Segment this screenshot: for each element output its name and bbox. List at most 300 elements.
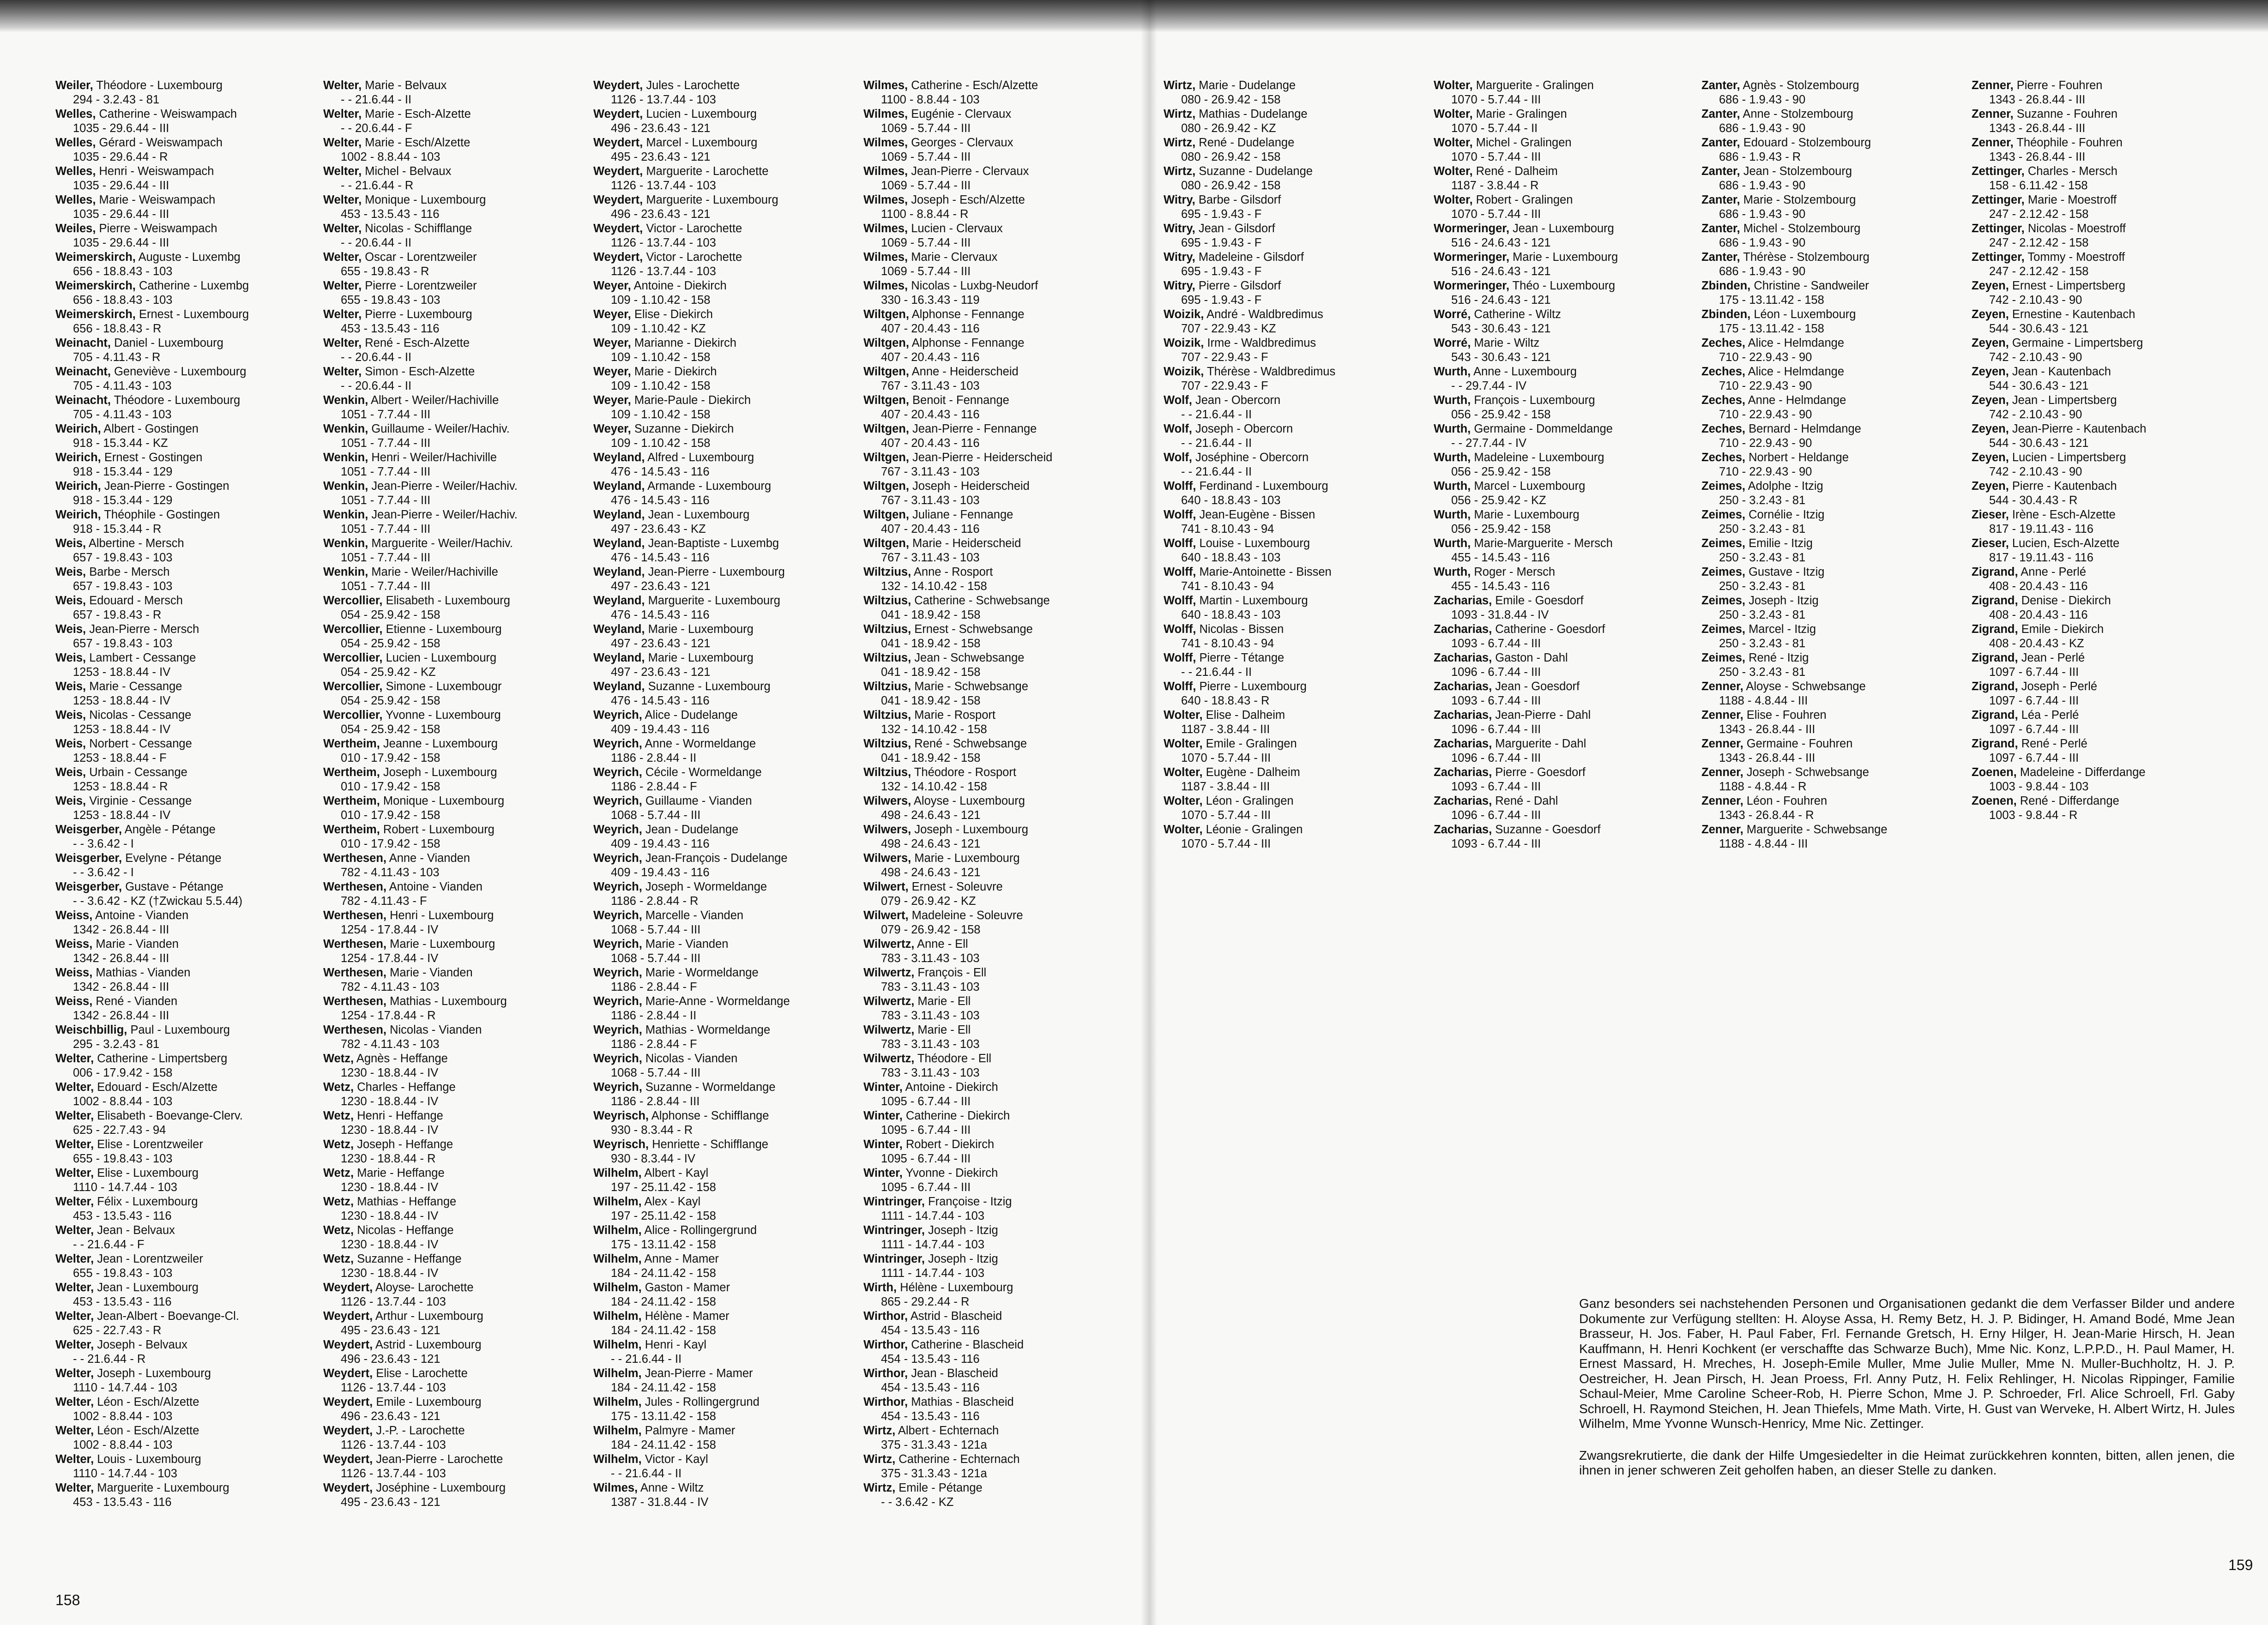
entry-name-line xyxy=(1434,307,1701,322)
register-entry xyxy=(55,565,323,594)
entry-given-name-place: Henri - Weiler/Hachiville xyxy=(371,451,497,464)
entry-surname: Weyrich, xyxy=(593,938,642,951)
entry-surname: Zeimes, xyxy=(1701,566,1745,578)
entry-name-line xyxy=(55,1052,323,1066)
entry-given-name-place: Edouard - Mersch xyxy=(89,594,183,607)
entry-given-name-place: Michel - Stolzembourg xyxy=(1743,222,1861,235)
entry-surname: Winter, xyxy=(863,1138,903,1151)
register-entry xyxy=(323,222,593,250)
entry-surname: Weyer, xyxy=(593,308,631,321)
entry-record: 1343 - 26.8.44 - R xyxy=(1719,809,1814,822)
entry-record: 250 - 3.2.43 - 81 xyxy=(1719,608,1806,621)
entry-name-line xyxy=(593,1452,863,1467)
entry-given-name-place: Jean - Kautenbach xyxy=(2012,365,2111,378)
entry-surname: Zieser, xyxy=(1972,537,2009,550)
entry-name-line xyxy=(593,136,863,150)
register-entry xyxy=(1701,737,1972,765)
register-entry xyxy=(593,279,863,307)
register-entry xyxy=(1434,107,1701,136)
entry-given-name-place: Léon - Esch/Alzette xyxy=(97,1424,199,1437)
entry-given-name-place: Lucien - Luxembourg xyxy=(646,108,757,120)
register-entry xyxy=(863,851,1122,880)
entry-surname: Wintringer, xyxy=(863,1252,925,1265)
entry-name-line xyxy=(1701,536,1972,551)
register-entry xyxy=(863,737,1122,765)
register-entry xyxy=(55,393,323,422)
entry-name-line xyxy=(55,565,323,579)
entry-given-name-place: Léon - Esch/Alzette xyxy=(97,1396,199,1408)
entry-record: - - 21.6.44 - II xyxy=(611,1467,682,1480)
entry-record: 656 - 18.8.43 - 103 xyxy=(73,294,173,307)
entry-name-line xyxy=(863,222,1122,236)
entry-name-line xyxy=(55,937,323,951)
entry-name-line xyxy=(323,193,593,207)
register-entry xyxy=(863,479,1122,508)
register-entry xyxy=(55,794,323,823)
entry-record: 175 - 13.11.42 - 158 xyxy=(1719,294,1824,307)
entry-surname: Weirich, xyxy=(55,422,101,435)
register-entry xyxy=(593,851,863,880)
entry-surname: Welter, xyxy=(55,1424,94,1437)
entry-surname: Weyrich, xyxy=(593,1081,642,1094)
register-entry xyxy=(1164,794,1434,823)
entry-name-line xyxy=(593,1080,863,1095)
entry-name-line xyxy=(323,937,593,951)
entry-name-line xyxy=(323,479,593,494)
entry-name-line xyxy=(593,536,863,551)
entry-name-line xyxy=(863,193,1122,207)
register-entry xyxy=(1972,136,2212,164)
entry-name-line xyxy=(863,336,1122,350)
register-entry xyxy=(323,1395,593,1424)
entry-name-line xyxy=(1164,594,1434,608)
register-entry xyxy=(1434,365,1701,393)
entry-surname: Zacharias, xyxy=(1434,594,1492,607)
entry-record: 1051 - 7.7.44 - III xyxy=(341,523,431,536)
entry-surname: Wetz, xyxy=(323,1167,354,1180)
entry-surname: Winter, xyxy=(863,1081,903,1094)
entry-record: 1096 - 6.7.44 - III xyxy=(1451,666,1541,679)
entry-given-name-place: René - Perlé xyxy=(2021,737,2087,750)
entry-name-line xyxy=(55,680,323,694)
register-entry xyxy=(55,1252,323,1281)
entry-name-line xyxy=(863,966,1122,980)
entry-given-name-place: Jean - Luxembourg xyxy=(97,1281,199,1294)
entry-record: 295 - 3.2.43 - 81 xyxy=(73,1038,160,1051)
entry-name-line xyxy=(863,909,1122,923)
entry-given-name-place: Guillaume - Weiler/Hachiv. xyxy=(371,422,510,435)
entry-record: 184 - 24.11.42 - 158 xyxy=(611,1295,716,1308)
entry-surname: Wilwers, xyxy=(863,823,911,836)
entry-given-name-place: Anne - Rosport xyxy=(913,566,993,578)
entry-name-line xyxy=(863,279,1122,293)
entry-name-line xyxy=(593,422,863,436)
entry-name-line xyxy=(55,222,323,236)
register-entry xyxy=(323,1481,593,1510)
entry-surname: Wurth, xyxy=(1434,480,1471,493)
entry-surname: Zacharias, xyxy=(1434,709,1492,722)
entry-surname: Wercollier, xyxy=(323,594,383,607)
entry-surname: Welles, xyxy=(55,108,96,120)
entry-surname: Zigrand, xyxy=(1972,709,2018,722)
entry-surname: Zettinger, xyxy=(1972,165,2025,178)
entry-given-name-place: Gaston - Mamer xyxy=(645,1281,730,1294)
entry-surname: Weydert, xyxy=(323,1338,373,1351)
entry-record: 006 - 17.9.42 - 158 xyxy=(73,1066,173,1079)
entry-name-line xyxy=(1701,222,1972,236)
entry-surname: Weyer, xyxy=(593,422,631,435)
entry-name-line xyxy=(593,479,863,494)
entry-record: 1110 - 14.7.44 - 103 xyxy=(73,1381,177,1394)
register-entry xyxy=(593,1080,863,1109)
register-entry xyxy=(593,365,863,393)
entry-name-line xyxy=(323,536,593,551)
entry-name-line xyxy=(1701,193,1972,207)
entry-surname: Wilwers, xyxy=(863,852,911,865)
entry-given-name-place: Madeleine - Differdange xyxy=(2020,766,2146,779)
entry-given-name-place: Catherine - Blascheid xyxy=(911,1338,1024,1351)
entry-given-name-place: Ernestine - Kautenbach xyxy=(2012,308,2135,321)
entry-surname: Werthesen, xyxy=(323,966,386,979)
register-entry xyxy=(1164,823,1434,851)
entry-name-line xyxy=(593,565,863,579)
register-entry xyxy=(1701,365,1972,393)
register-entry xyxy=(323,594,593,622)
entry-surname: Zacharias, xyxy=(1434,823,1492,836)
entry-given-name-place: Marie-Paule - Diekirch xyxy=(634,394,751,407)
entry-given-name-place: Marie - Luxembourg xyxy=(648,651,754,664)
register-entry xyxy=(323,136,593,164)
register-entry xyxy=(1164,479,1434,508)
entry-surname: Wirtz, xyxy=(863,1453,896,1466)
entry-name-line xyxy=(863,1338,1122,1352)
entry-name-line xyxy=(323,422,593,436)
register-entry xyxy=(863,594,1122,622)
register-entry xyxy=(1434,594,1701,622)
register-entry xyxy=(1164,222,1434,250)
register-entry xyxy=(323,1023,593,1052)
register-entry xyxy=(1701,708,1972,737)
entry-name-line xyxy=(1972,765,2212,780)
entry-given-name-place: Emile - Goesdorf xyxy=(1495,594,1584,607)
closing-paragraph: Zwangsrekrutierte, die dank der Hilfe Umgesiedelter in die Heimat zurückkehren konnten, bitten, allen jenen, die ihnen in jener schweren Zeit geholfen haben, an dieser Stelle zu danken. xyxy=(1579,1448,2235,1477)
entry-record: 1343 - 26.8.44 - III xyxy=(1989,93,2086,106)
entry-record: - - 21.6.44 - II xyxy=(611,1353,682,1366)
register-entry xyxy=(863,422,1122,451)
entry-given-name-place: Catherine - Echternach xyxy=(899,1453,1020,1466)
register-entry xyxy=(323,966,593,994)
entry-name-line xyxy=(1701,451,1972,465)
entry-surname: Witry, xyxy=(1164,279,1195,292)
register-entry xyxy=(593,508,863,536)
entry-given-name-place: Marguerite - Luxembourg xyxy=(646,193,778,206)
entry-given-name-place: Jean - Schwebsange xyxy=(914,651,1025,664)
entry-surname: Zenner, xyxy=(1701,709,1743,722)
register-entry xyxy=(55,536,323,565)
entry-record: 1254 - 17.8.44 - IV xyxy=(341,923,439,936)
entry-name-line xyxy=(55,880,323,894)
entry-name-line xyxy=(1164,250,1434,265)
entry-given-name-place: Anne - Luxembourg xyxy=(1473,365,1577,378)
entry-given-name-place: Thérèse - Stolzembourg xyxy=(1743,251,1870,264)
entry-given-name-place: Catherine - Limpertsberg xyxy=(97,1052,228,1065)
entry-surname: Weyer, xyxy=(593,394,631,407)
entry-given-name-place: Jean-Eugène - Bissen xyxy=(1199,508,1315,521)
entry-name-line xyxy=(55,622,323,637)
entry-record: 705 - 4.11.43 - 103 xyxy=(73,408,172,421)
entry-surname: Welter, xyxy=(323,337,362,349)
entry-given-name-place: Albert - Echternach xyxy=(898,1424,999,1437)
register-entry xyxy=(55,1366,323,1395)
entry-name-line xyxy=(1434,164,1701,179)
register-entry xyxy=(1701,651,1972,680)
entry-name-line xyxy=(593,594,863,608)
entry-name-line xyxy=(55,1481,323,1495)
register-entry xyxy=(323,1109,593,1138)
entry-surname: Weyer, xyxy=(593,279,631,292)
entry-surname: Weyland, xyxy=(593,480,645,493)
entry-name-line xyxy=(1701,78,1972,93)
entry-name-line xyxy=(1972,451,2212,465)
register-entry xyxy=(593,536,863,565)
entry-surname: Weimerskirch, xyxy=(55,308,136,321)
register-entry xyxy=(1164,737,1434,765)
register-entry xyxy=(1434,565,1701,594)
register-entry xyxy=(863,794,1122,823)
entry-given-name-place: Astrid - Luxembourg xyxy=(375,1338,482,1351)
entry-given-name-place: Emile - Luxembourg xyxy=(376,1396,482,1408)
entry-surname: Wenkin, xyxy=(323,537,368,550)
entry-given-name-place: Emilie - Itzig xyxy=(1749,537,1813,550)
entry-record: 1230 - 18.8.44 - IV xyxy=(341,1181,439,1194)
entry-surname: Weydert, xyxy=(593,136,643,149)
register-entry xyxy=(1164,622,1434,651)
register-entry xyxy=(863,880,1122,909)
register-entry xyxy=(1164,336,1434,365)
entry-surname: Zacharias, xyxy=(1434,680,1492,693)
register-entry xyxy=(55,1080,323,1109)
register-entry xyxy=(1434,193,1701,222)
entry-name-line xyxy=(863,422,1122,436)
entry-surname: Weis, xyxy=(55,794,86,807)
entry-given-name-place: Nicolas - Vianden xyxy=(390,1023,482,1036)
entry-name-line xyxy=(323,708,593,722)
entry-record: 710 - 22.9.43 - 90 xyxy=(1719,408,1812,421)
entry-name-line xyxy=(323,1023,593,1037)
entry-given-name-place: Antoine - Vianden xyxy=(95,909,189,922)
entry-given-name-place: Agnès - Stolzembourg xyxy=(1743,79,1859,92)
entry-name-line xyxy=(863,880,1122,894)
entry-name-line xyxy=(593,708,863,722)
register-entry xyxy=(863,565,1122,594)
entry-record: - - 21.6.44 - R xyxy=(341,179,414,192)
entry-given-name-place: Léonie - Gralingen xyxy=(1206,823,1303,836)
register-entry xyxy=(323,536,593,565)
entry-name-line xyxy=(1434,536,1701,551)
entry-name-line xyxy=(1701,365,1972,379)
register-entry xyxy=(1434,451,1701,479)
entry-record: 1126 - 13.7.44 - 103 xyxy=(341,1438,446,1451)
register-entry xyxy=(593,1195,863,1223)
entry-name-line xyxy=(1972,78,2212,93)
entry-surname: Wirthor, xyxy=(863,1338,908,1351)
entry-surname: Zigrand, xyxy=(1972,680,2018,693)
entry-given-name-place: Elise - Lorentzweiler xyxy=(97,1138,203,1151)
entry-name-line xyxy=(1972,279,2212,293)
entry-given-name-place: Joseph - Belvaux xyxy=(97,1338,187,1351)
entry-given-name-place: Pierre - Luxembourg xyxy=(1199,680,1307,693)
entry-record: 247 - 2.12.42 - 158 xyxy=(1989,208,2089,221)
entry-surname: Wilhelm, xyxy=(593,1252,642,1265)
entry-surname: Wilmes, xyxy=(863,79,908,92)
register-entry xyxy=(1164,250,1434,279)
entry-surname: Weiss, xyxy=(55,995,93,1008)
entry-surname: Wilwert, xyxy=(863,909,909,922)
register-entry xyxy=(1434,279,1701,307)
entry-given-name-place: Germaine - Fouhren xyxy=(1746,737,1853,750)
entry-surname: Weyland, xyxy=(593,594,645,607)
entry-surname: Weis, xyxy=(55,566,86,578)
entry-given-name-place: Robert - Gralingen xyxy=(1476,193,1573,206)
entry-name-line xyxy=(323,851,593,866)
entry-given-name-place: Marguerite - Larochette xyxy=(646,165,769,178)
entry-given-name-place: Hélène - Luxembourg xyxy=(900,1281,1013,1294)
entry-name-line xyxy=(1164,536,1434,551)
register-entry xyxy=(863,994,1122,1023)
register-entry xyxy=(1164,107,1434,136)
entry-surname: Zeyen, xyxy=(1972,279,2009,292)
entry-name-line xyxy=(1164,765,1434,780)
entry-given-name-place: Etienne - Luxembourg xyxy=(386,623,502,636)
entry-given-name-place: Marie - Stolzembourg xyxy=(1743,193,1856,206)
entry-name-line xyxy=(863,508,1122,522)
entry-surname: Weyrich, xyxy=(593,966,642,979)
entry-name-line xyxy=(1972,708,2212,722)
entry-given-name-place: Catherine - Weiswampach xyxy=(99,108,237,120)
entry-record: 707 - 22.9.43 - KZ xyxy=(1181,322,1276,335)
entry-given-name-place: Marguerite - Gralingen xyxy=(1476,79,1594,92)
entry-surname: Wirthor, xyxy=(863,1367,908,1380)
entry-name-line xyxy=(593,823,863,837)
entry-name-line xyxy=(1972,737,2212,751)
entry-surname: Weyrich, xyxy=(593,1052,642,1065)
entry-name-line xyxy=(593,365,863,379)
register-entry xyxy=(55,1109,323,1138)
entry-record: 054 - 25.9.42 - 158 xyxy=(341,723,440,736)
entry-given-name-place: Joséphine - Obercorn xyxy=(1195,451,1309,464)
register-entry xyxy=(593,1138,863,1166)
register-entry xyxy=(55,1223,323,1252)
register-entry xyxy=(863,966,1122,994)
entry-name-line xyxy=(323,393,593,408)
register-entry xyxy=(863,164,1122,193)
register-entry xyxy=(593,708,863,737)
register-entry xyxy=(1434,307,1701,336)
entry-record: 408 - 20.4.43 - 116 xyxy=(1989,608,2088,621)
entry-surname: Welter, xyxy=(55,1195,94,1208)
register-entry xyxy=(55,1481,323,1510)
entry-given-name-place: André - Waldbredimus xyxy=(1206,308,1323,321)
entry-name-line xyxy=(323,1366,593,1381)
entry-surname: Weyrich, xyxy=(593,909,642,922)
entry-record: 655 - 19.8.43 - R xyxy=(341,265,429,278)
entry-name-line xyxy=(863,565,1122,579)
entry-given-name-place: Marie - Luxembourg xyxy=(914,852,1020,865)
entry-name-line xyxy=(1164,136,1434,150)
entry-given-name-place: Elisabeth - Boevange-Clerv. xyxy=(97,1109,243,1122)
entry-record: 408 - 20.4.43 - 116 xyxy=(1989,580,2088,593)
entry-record: - - 20.6.44 - F xyxy=(341,122,412,135)
register-entry xyxy=(1972,680,2212,708)
register-entry xyxy=(1701,336,1972,365)
register-entry xyxy=(323,851,593,880)
entry-surname: Welter, xyxy=(323,365,362,378)
register-entry xyxy=(55,823,323,851)
entry-given-name-place: Tommy - Moestroff xyxy=(2027,251,2125,264)
entry-given-name-place: Edouard - Stolzembourg xyxy=(1743,136,1871,149)
register-entry xyxy=(323,1138,593,1166)
entry-surname: Zanter, xyxy=(1701,165,1740,178)
register-entry xyxy=(593,1395,863,1424)
entry-given-name-place: Elise - Larochette xyxy=(376,1367,468,1380)
entry-surname: Zeches, xyxy=(1701,337,1745,349)
entry-name-line xyxy=(1972,594,2212,608)
entry-given-name-place: Yvonne - Luxembourg xyxy=(386,709,501,722)
entry-surname: Wiltgen, xyxy=(863,508,909,521)
entry-surname: Weyrisch, xyxy=(593,1138,649,1151)
entry-surname: Weyrich, xyxy=(593,995,642,1008)
entry-given-name-place: Emile - Diekirch xyxy=(2021,623,2104,636)
register-entry xyxy=(323,994,593,1023)
entry-given-name-place: Théodore - Luxembourg xyxy=(96,79,223,92)
entry-given-name-place: Nicolas - Moestroff xyxy=(2027,222,2126,235)
entry-given-name-place: François - Ell xyxy=(917,966,987,979)
entry-record: 657 - 19.8.43 - R xyxy=(73,608,162,621)
register-entry xyxy=(55,250,323,279)
entry-surname: Weis, xyxy=(55,766,86,779)
entry-name-line xyxy=(863,479,1122,494)
entry-surname: Wolter, xyxy=(1164,766,1203,779)
entry-surname: Wercollier, xyxy=(323,680,383,693)
entry-record: - - 21.6.44 - R xyxy=(73,1353,146,1366)
entry-given-name-place: Lucien - Limpertsberg xyxy=(2012,451,2126,464)
entry-record: 197 - 25.11.42 - 158 xyxy=(611,1210,716,1222)
entry-record: 1069 - 5.7.44 - III xyxy=(881,150,971,163)
entry-record: 918 - 15.3.44 - 129 xyxy=(73,494,173,507)
entry-given-name-place: Suzanne - Fouhren xyxy=(2016,108,2118,120)
entry-given-name-place: Eugénie - Clervaux xyxy=(911,108,1012,120)
register-entry xyxy=(323,479,593,508)
entry-name-line xyxy=(1701,393,1972,408)
register-entry xyxy=(55,851,323,880)
entry-record: 476 - 14.5.43 - 116 xyxy=(611,551,710,564)
entry-record: 705 - 4.11.43 - R xyxy=(73,351,161,364)
entry-given-name-place: Léa - Perlé xyxy=(2021,709,2079,722)
register-entry xyxy=(1701,622,1972,651)
entry-record: - - 29.7.44 - IV xyxy=(1451,379,1526,392)
register-entry xyxy=(1701,794,1972,823)
entry-surname: Weydert, xyxy=(593,79,643,92)
entry-surname: Wilhelm, xyxy=(593,1338,642,1351)
entry-name-line xyxy=(1701,622,1972,637)
entry-record: 1069 - 5.7.44 - III xyxy=(881,122,971,135)
entry-record: 453 - 13.5.43 - 116 xyxy=(341,322,440,335)
entry-given-name-place: Théodore - Luxembourg xyxy=(114,394,241,407)
entry-given-name-place: Evelyne - Pétange xyxy=(125,852,222,865)
entry-given-name-place: Albertine - Mersch xyxy=(88,537,184,550)
entry-record: 041 - 18.9.42 - 158 xyxy=(881,666,981,679)
register-entry xyxy=(863,1109,1122,1138)
